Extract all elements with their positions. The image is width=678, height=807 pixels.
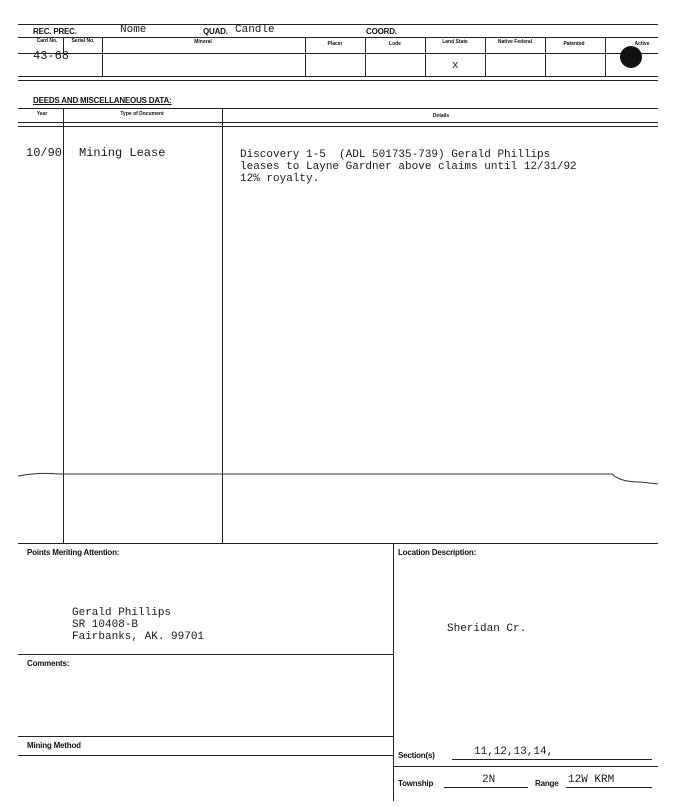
township-value: 2N: [482, 774, 496, 786]
claim-bottom-rule-2: [18, 80, 658, 81]
claim-col-div-3: [305, 37, 306, 76]
deeds-top-rule: [18, 108, 658, 109]
deeds-col-year: Year: [36, 111, 48, 117]
location-text: Sheridan Cr.: [447, 623, 527, 635]
claim-col-div-7: [545, 37, 546, 76]
col-mineral: Mineral: [194, 39, 212, 45]
deeds-section-title: DEEDS AND MISCELLANEOUS DATA:: [33, 96, 172, 105]
col-card-no: Card No.: [36, 38, 58, 44]
deed-details: Discovery 1-5 (ADL 501735-739) Gerald Phillips leases to Layne Gardner above claims until 12/31/92 12% royalty.: [240, 149, 577, 185]
range-underline: [566, 787, 652, 788]
deed-year: 10/90: [26, 146, 63, 160]
sections-label: Section(s): [398, 751, 435, 760]
township-top-rule: [393, 766, 658, 767]
deeds-header-rule: [18, 122, 658, 123]
claim-header-rule: [18, 53, 658, 54]
col-lode: Lode: [389, 41, 401, 47]
deeds-bottom-rule: [18, 543, 658, 544]
deed-type: Mining Lease: [79, 146, 166, 160]
quad-label: QUAD.: [203, 27, 228, 36]
deeds-col-details: Details: [432, 113, 450, 119]
claim-col-div-6: [485, 37, 486, 76]
col-active: Active: [634, 41, 650, 47]
header-divider: [18, 37, 658, 38]
land-state-value: x: [452, 60, 459, 72]
township-underline: [444, 787, 528, 788]
mining-method-top-rule: [18, 736, 393, 737]
coord-label: COORD.: [366, 27, 397, 36]
page-crease: [0, 462, 678, 492]
col-serial-no: Serial No.: [71, 38, 95, 44]
range-label: Range: [535, 779, 559, 788]
claim-bottom-rule: [18, 76, 658, 77]
rec-prec-label: REC. PREC.: [33, 27, 77, 36]
col-patented: Patented: [563, 41, 585, 47]
claim-col-div-2: [102, 37, 103, 76]
points-text: Gerald Phillips SR 10408-B Fairbanks, AK. 99701: [72, 607, 205, 643]
location-label: Location Description:: [398, 548, 477, 557]
comments-label: Comments:: [27, 659, 70, 668]
deeds-header-rule-2: [18, 126, 658, 127]
sections-underline: [452, 759, 652, 760]
deeds-col-type: Type of Document: [120, 111, 164, 117]
mining-method-label: Mining Method: [27, 741, 81, 750]
col-placer: Placer: [327, 41, 343, 47]
mining-method-bottom-rule: [18, 755, 393, 756]
claim-col-div-5: [425, 37, 426, 76]
sections-value: 11,12,13,14,: [474, 746, 554, 758]
range-value: 12W KRM: [568, 774, 615, 786]
rec-prec-value: Nome: [120, 24, 147, 36]
claim-col-div-8: [605, 37, 606, 76]
active-marker-dot: [620, 46, 642, 68]
comments-top-rule: [18, 654, 393, 655]
bottom-col-div: [393, 543, 394, 801]
quad-value: Candle: [235, 24, 275, 36]
card-no-value: 43-68: [33, 49, 70, 63]
township-label: Township: [398, 779, 434, 788]
top-rule: [18, 24, 658, 25]
col-native-federal: Native Federal: [497, 39, 533, 45]
points-label: Points Meriting Attention:: [27, 548, 120, 557]
claim-col-div-4: [365, 37, 366, 76]
col-land-state: Land State: [442, 39, 468, 45]
